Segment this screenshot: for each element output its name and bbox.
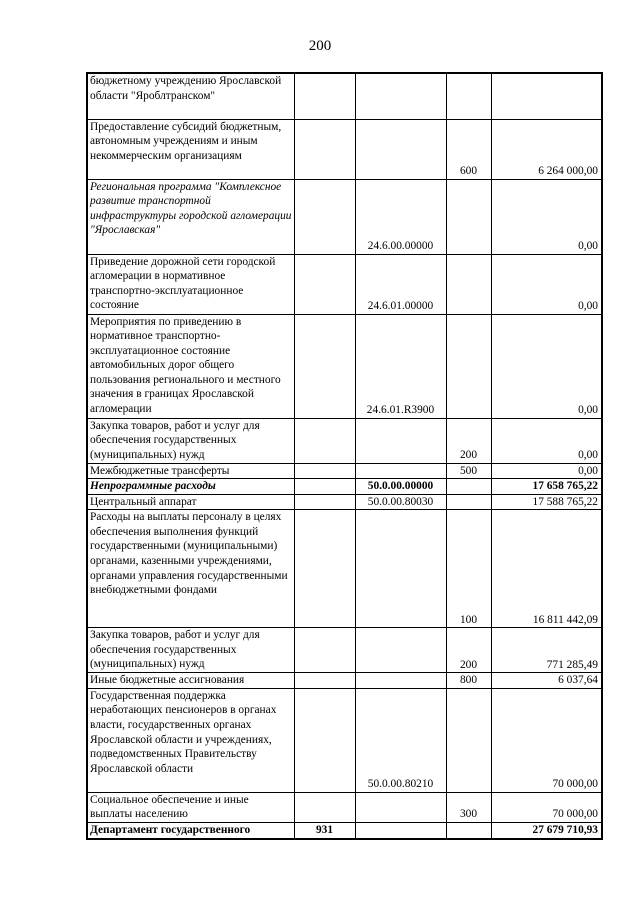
row-amount-cell: 17 658 765,22 — [491, 479, 602, 495]
table-row — [87, 688, 602, 792]
row-dept-cell — [294, 479, 355, 495]
table-row — [87, 494, 602, 510]
row-type-cell — [446, 688, 491, 792]
row-dept-cell — [294, 254, 355, 314]
row-amount-cell: 16 811 442,09 — [491, 510, 602, 628]
row-dept-cell: 931 — [294, 823, 355, 839]
row-amount-cell: 0,00 — [491, 418, 602, 463]
table-row — [87, 463, 602, 479]
row-dept-cell — [294, 73, 355, 119]
table-row — [87, 823, 602, 839]
row-amount-cell: 70 000,00 — [491, 792, 602, 822]
row-type-cell — [446, 479, 491, 495]
table-row — [87, 510, 602, 628]
row-name-cell: Департамент государственного — [87, 823, 294, 839]
row-amount-cell: 6 037,64 — [491, 673, 602, 689]
row-name-cell: Иные бюджетные ассигнования — [87, 673, 294, 689]
row-code-cell: 50.0.00.80030 — [355, 494, 446, 510]
row-dept-cell — [294, 418, 355, 463]
row-name-cell: Закупка товаров, работ и услуг для обеспечения государственных (муниципальных) нужд — [87, 628, 294, 673]
row-type-cell — [446, 73, 491, 119]
row-code-cell: 24.6.01.R3900 — [355, 314, 446, 418]
row-type-cell: 200 — [446, 628, 491, 673]
row-type-cell — [446, 314, 491, 418]
row-dept-cell — [294, 673, 355, 689]
row-name-cell: Закупка товаров, работ и услуг для обеспечения государственных (муниципальных) нужд — [87, 418, 294, 463]
row-name-cell: Межбюджетные трансферты — [87, 463, 294, 479]
table-row — [87, 673, 602, 689]
row-name-cell: Расходы на выплаты персоналу в целях обеспечения выполнения функций государственными (муниципальными) органами, казенными учреждениями, органами управления государственными внебюджетными фондами — [87, 510, 294, 628]
table-row — [87, 119, 602, 179]
row-type-cell: 800 — [446, 673, 491, 689]
row-amount-cell: 0,00 — [491, 314, 602, 418]
table-row — [87, 628, 602, 673]
row-amount-cell: 0,00 — [491, 463, 602, 479]
row-dept-cell — [294, 688, 355, 792]
row-type-cell: 100 — [446, 510, 491, 628]
row-code-cell — [355, 510, 446, 628]
row-type-cell: 200 — [446, 418, 491, 463]
row-name-cell: Предоставление субсидий бюджетным, автономным учреждениям и иным некоммерческим организациям — [87, 119, 294, 179]
row-code-cell: 24.6.01.00000 — [355, 254, 446, 314]
row-name-cell: Непрограммные расходы — [87, 479, 294, 495]
row-code-cell — [355, 73, 446, 119]
row-name-cell: Государственная поддержка неработающих пенсионеров в органах власти, государственных органах Ярославской области и учреждениях, подведомственных Правительству Ярославской области — [87, 688, 294, 792]
row-dept-cell — [294, 792, 355, 822]
row-dept-cell — [294, 463, 355, 479]
row-amount-cell — [491, 73, 602, 119]
table-row — [87, 479, 602, 495]
row-amount-cell: 0,00 — [491, 179, 602, 254]
table-row — [87, 179, 602, 254]
row-code-cell — [355, 823, 446, 839]
row-code-cell — [355, 792, 446, 822]
budget-table — [86, 72, 603, 840]
row-code-cell: 24.6.00.00000 — [355, 179, 446, 254]
row-code-cell — [355, 463, 446, 479]
row-type-cell: 300 — [446, 792, 491, 822]
row-type-cell — [446, 494, 491, 510]
row-type-cell: 500 — [446, 463, 491, 479]
budget-table-body — [87, 73, 602, 839]
row-amount-cell: 70 000,00 — [491, 688, 602, 792]
row-amount-cell: 0,00 — [491, 254, 602, 314]
row-dept-cell — [294, 494, 355, 510]
row-dept-cell — [294, 628, 355, 673]
row-code-cell — [355, 628, 446, 673]
row-name-cell: бюджетному учреждению Ярославской области "Яроблтранском" — [87, 73, 294, 119]
row-dept-cell — [294, 179, 355, 254]
row-amount-cell: 6 264 000,00 — [491, 119, 602, 179]
row-name-cell: Социальное обеспечение и иные выплаты населению — [87, 792, 294, 822]
row-type-cell — [446, 823, 491, 839]
row-dept-cell — [294, 510, 355, 628]
row-code-cell — [355, 418, 446, 463]
row-amount-cell: 27 679 710,93 — [491, 823, 602, 839]
table-row — [87, 73, 602, 119]
row-code-cell — [355, 119, 446, 179]
table-row — [87, 254, 602, 314]
row-amount-cell: 17 588 765,22 — [491, 494, 602, 510]
row-name-cell: Региональная программа "Комплексное развитие транспортной инфраструктуры городской агломерации "Ярославская" — [87, 179, 294, 254]
page-number: 200 — [308, 38, 332, 54]
row-type-cell — [446, 254, 491, 314]
row-code-cell — [355, 673, 446, 689]
table-row — [87, 314, 602, 418]
row-type-cell: 600 — [446, 119, 491, 179]
table-row — [87, 792, 602, 822]
row-code-cell: 50.0.00.80210 — [355, 688, 446, 792]
row-type-cell — [446, 179, 491, 254]
row-dept-cell — [294, 119, 355, 179]
row-name-cell: Центральный аппарат — [87, 494, 294, 510]
row-code-cell: 50.0.00.00000 — [355, 479, 446, 495]
row-amount-cell: 771 285,49 — [491, 628, 602, 673]
table-row — [87, 418, 602, 463]
row-name-cell: Приведение дорожной сети городской агломерации в нормативное транспортно-эксплуатационное состояние — [87, 254, 294, 314]
row-dept-cell — [294, 314, 355, 418]
row-name-cell: Мероприятия по приведению в нормативное транспортно-эксплуатационное состояние автомобильных дорог общего пользования регионального и местного значения в границах Ярославской агломерации — [87, 314, 294, 418]
